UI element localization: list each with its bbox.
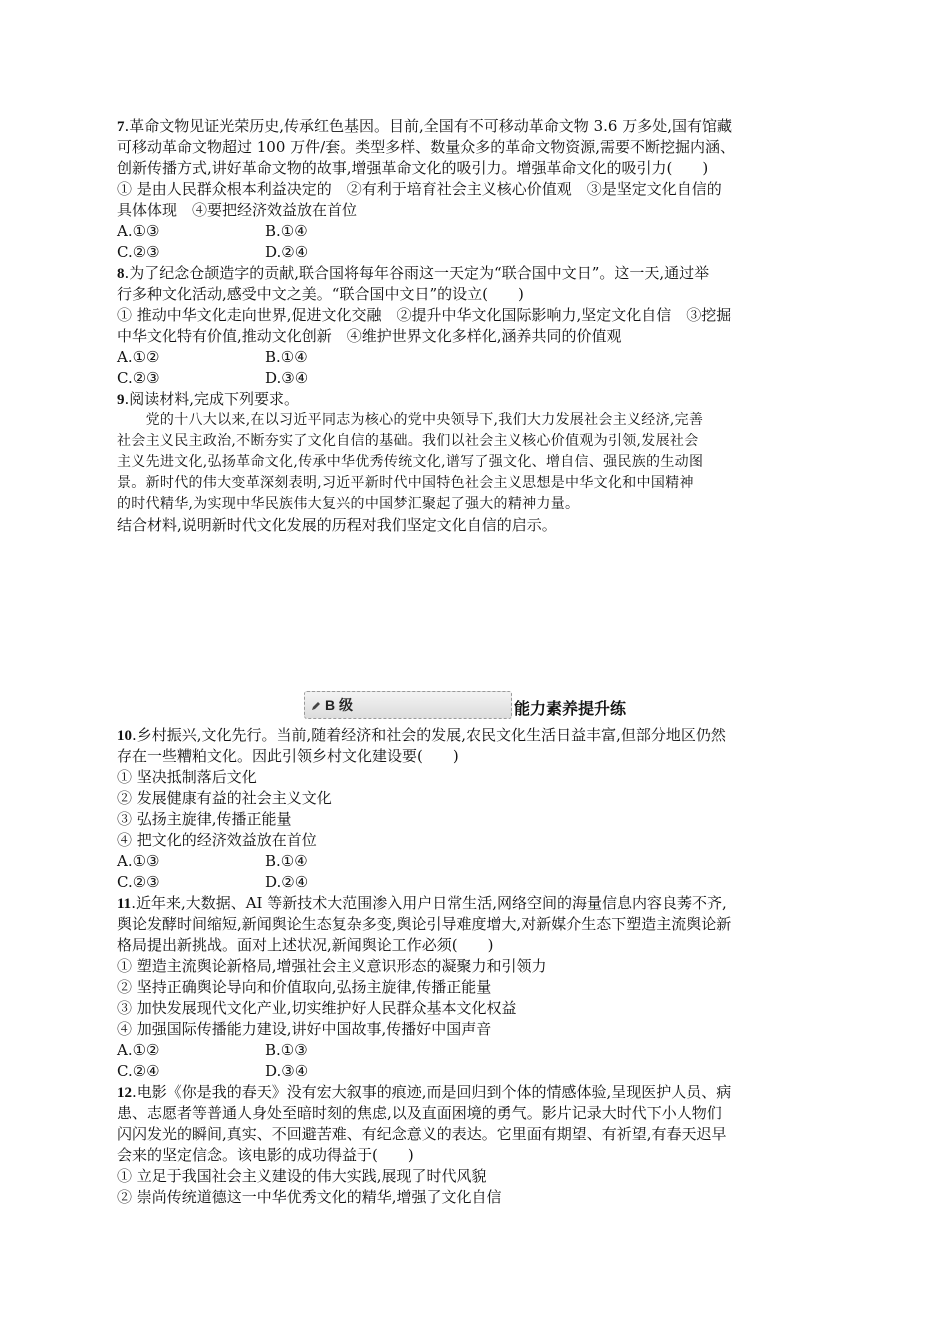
question-line: 舆论发酵时间缩短,新闻舆论生态复杂多变,舆论引导难度增大,对新媒介生态下塑造主流舆论新 — [117, 915, 732, 933]
option-d: D.③④ — [265, 1062, 309, 1080]
question-number: 9 — [117, 392, 125, 408]
question-line: 12.电影《你是我的春天》没有宏大叙事的痕迹,而是回归到个体的情感体验,呈现医护人员、病 — [117, 1083, 732, 1101]
question-line: ④ 把文化的经济效益放在首位 — [117, 831, 317, 849]
option-c: C.②③ — [117, 369, 160, 387]
material-line: 社会主义民主政治,不断夯实了文化自信的基础。我们以社会主义核心价值观为引领,发展社会 — [117, 433, 699, 449]
options-row — [117, 347, 829, 368]
option-b: B.①③ — [265, 1041, 308, 1059]
question-line: ④ 加强国际传播能力建设,讲好中国故事,传播好中国声音 — [117, 1020, 492, 1038]
material-line: 景。新时代的伟大变革深刻表明,习近平新时代中国特色社会主义思想是中华文化和中国精神 — [117, 475, 694, 491]
question-line: ① 是由人民群众根本利益决定的 ②有利于培育社会主义核心价值观 ③是坚定文化自信的 — [117, 180, 722, 198]
question-7 — [117, 116, 829, 263]
question-line: 创新传播方式,讲好革命文物的故事,增强革命文化的吸引力。增强革命文化的吸引力( ) — [117, 159, 709, 177]
question-line: 患、志愿者等普通人身处至暗时刻的焦虑,以及直面困境的勇气。影片记录大时代下小人物们 — [117, 1104, 722, 1122]
question-number: 8 — [117, 266, 125, 282]
question-line: 9.阅读材料,完成下列要求。 — [117, 390, 300, 408]
question-line: 格局提出新挑战。面对上述状况,新闻舆论工作必须( ) — [117, 936, 494, 954]
question-number: 10 — [117, 728, 132, 744]
question-line: 11.近年来,大数据、AI 等新技术大范围渗入用户日常生活,网络空间的海量信息内容良莠不齐, — [117, 894, 727, 912]
question-number: 12 — [117, 1085, 132, 1101]
options-row — [117, 1040, 829, 1061]
question-line: ② 坚持正确舆论导向和价值取向,弘扬主旋律,传播正能量 — [117, 978, 492, 996]
question-line: 会来的坚定信念。该电影的成功得益于( ) — [117, 1146, 414, 1164]
options-row — [117, 221, 829, 242]
options-row — [117, 1061, 829, 1082]
option-c: C.②③ — [117, 873, 160, 891]
options-row — [117, 872, 829, 893]
question-line: 10.乡村振兴,文化先行。当前,随着经济和社会的发展,农民文化生活日益丰富,但部分地区仍然 — [117, 726, 726, 744]
question-line: 行多种文化活动,感受中文之美。“联合国中文日”的设立( ) — [117, 285, 524, 303]
question-line: ① 坚决抵制落后文化 — [117, 768, 257, 786]
question-prompt: 结合材料,说明新时代文化发展的历程对我们坚定文化自信的启示。 — [117, 516, 557, 534]
option-c: C.②④ — [117, 1062, 160, 1080]
question-line: 可移动革命文物超过 100 万件/套。类型多样、数量众多的革命文物资源,需要不断挖掘内涵、 — [117, 138, 735, 156]
section-title: 能力素养提升练 — [514, 701, 627, 718]
question-line: ③ 加快发展现代文化产业,切实维护好人民群众基本文化权益 — [117, 999, 517, 1017]
option-a: A.①② — [117, 348, 160, 366]
question-line: ① 塑造主流舆论新格局,增强社会主义意识形态的凝聚力和引领力 — [117, 957, 547, 975]
pencil-icon — [311, 701, 321, 711]
question-line: 7.革命文物见证光荣历史,传承红色基因。目前,全国有不可移动革命文物 3.6 万多处,国有馆藏 — [117, 117, 732, 135]
options-row — [117, 851, 829, 872]
question-line: ② 发展健康有益的社会主义文化 — [117, 789, 332, 807]
option-a: A.①③ — [117, 852, 160, 870]
level-badge — [304, 691, 512, 719]
question-9 — [117, 389, 829, 536]
option-c: C.②③ — [117, 243, 160, 261]
question-line: ③ 弘扬主旋律,传播正能量 — [117, 810, 292, 828]
question-line: ① 推动中华文化走向世界,促进文化交融 ②提升中华文化国际影响力,坚定文化自信 ③挖掘 — [117, 306, 732, 324]
question-line: 闪闪发光的瞬间,真实、不回避苦难、有纪念意义的表达。它里面有期望、有祈望,有春天迟早 — [117, 1125, 727, 1143]
question-line: 8.为了纪念仓颉造字的贡献,联合国将每年谷雨这一天定为“联合国中文日”。这一天,通过举 — [117, 264, 710, 282]
material-line: 的时代精华,为实现中华民族伟大复兴的中国梦汇聚起了强大的精神力量。 — [117, 496, 580, 512]
section-header — [117, 691, 829, 725]
question-number: 11 — [117, 896, 132, 912]
question-line: ② 崇尚传统道德这一中华优秀文化的精华,增强了文化自信 — [117, 1188, 502, 1206]
option-b: B.①④ — [265, 348, 308, 366]
material-line: 主义先进文化,弘扬革命文化,传承中华优秀传统文化,谱写了强文化、增自信、强民族的生动图 — [117, 454, 704, 470]
question-8 — [117, 263, 829, 389]
option-a: A.①② — [117, 1041, 160, 1059]
level-label: B 级 — [325, 697, 353, 713]
question-10 — [117, 725, 829, 893]
option-b: B.①④ — [265, 852, 308, 870]
document-page — [117, 116, 829, 1208]
option-d: D.②④ — [265, 243, 309, 261]
option-d: D.③④ — [265, 369, 309, 387]
option-b: B.①④ — [265, 222, 308, 240]
option-d: D.②④ — [265, 873, 309, 891]
answer-space — [117, 536, 829, 686]
question-line: 具体体现 ④要把经济效益放在首位 — [117, 201, 358, 219]
material-line: 党的十八大以来,在以习近平同志为核心的党中央领导下,我们大力发展社会主义经济,完善 — [117, 412, 704, 428]
options-row — [117, 368, 829, 389]
question-line: 中华文化特有价值,推动文化创新 ④维护世界文化多样化,涵养共同的价值观 — [117, 327, 622, 345]
question-11 — [117, 893, 829, 1082]
question-number: 7 — [117, 119, 125, 135]
question-line: ① 立足于我国社会主义建设的伟大实践,展现了时代风貌 — [117, 1167, 487, 1185]
question-12 — [117, 1082, 829, 1208]
options-row — [117, 242, 829, 263]
question-line: 存在一些糟粕文化。因此引领乡村文化建设要( ) — [117, 747, 459, 765]
reading-material — [117, 410, 829, 515]
option-a: A.①③ — [117, 222, 160, 240]
